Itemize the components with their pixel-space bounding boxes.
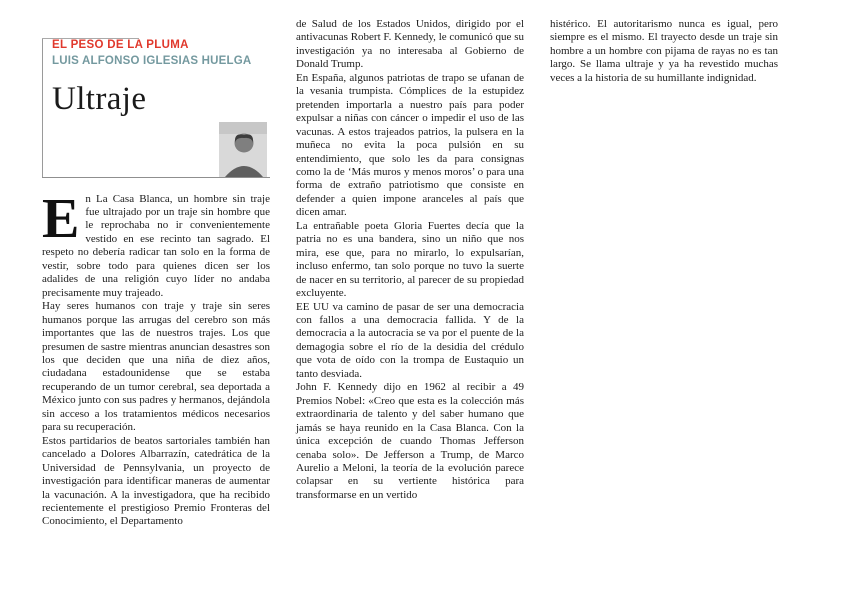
- masthead-divider: [42, 177, 270, 178]
- paragraph: de Salud de los Estados Unidos, dirigido por el antivacunas Robert F. Kennedy, le comunicó que su investigación ya no interesaba al Gobierno de Donald Trump.: [296, 18, 524, 71]
- paragraph: histérico. El autoritarismo nunca es igual, pero siempre es el mismo. El trayecto desde un traje sin hombre a un hombre con pijama de rayas no es tan largo. Se llama ultraje y ya ha revestido muchas veces a la historia de su humillante indignidad.: [550, 18, 778, 84]
- paragraph: John F. Kennedy dijo en 1962 al recibir a 49 Premios Nobel: «Creo que esta es la colección más extraordinaria de talento y del saber humano que jamás se haya reunido en la Casa Blanca. Con la única excepción de cuando Thomas Jefferson cenaba solo». De Jefferson a Trump, de Marco Aurelio a Meloni, la teoría de la evolución parece colapsar en su vertiente histórica para transformarse en un vertido: [296, 381, 524, 501]
- lead-paragraph: [42, 187, 270, 301]
- author-photo: [219, 122, 267, 177]
- author-name: LUIS ALFONSO IGLESIAS HUELGA: [52, 55, 252, 68]
- lead-text: n La Casa Blanca, un hombre sin traje fue ultrajado por un traje sin hombre que le reprochaba no ir convenientemente vestido en ese recinto tan sagrado. El respeto no debería radicar tan solo en la forma de vestir, sobre todo para quienes dicen ser los adalides de una religión cuyo líder no andaba precisamente muy trajeado.: [42, 192, 270, 299]
- paragraph: En España, algunos patriotas de trapo se ufanan de la vesania trumpista. Cómplices de la estupidez pretenden importarla a nuestro país para poder expulsar a niñas con cáncer o impedir el uso de las vacunas. A estos trajeados patrios, la pulsera en la muñeca no evita la poca pulsión en su entendimiento, que solo les da para consignas como la de ‘Más muros y menos moros’ o para una forma de extraño patriotismo que consiste en defender a quien impone aranceles al país que dicen amar.: [296, 71, 524, 219]
- paragraph: Hay seres humanos con traje y traje sin seres humanos porque las arrugas del cerebro son más importantes que las de nuestros trajes. Los que presumen de sastre mientras anuncian desastres son los que deciden que una niña de diez años, ciudadana estadounidense que se estaba recuperando de un tumor cerebral, sea deportada a México junto con sus padres y hermanos, dejándola sin acceso a los tratamientos médicos necesarios para su recuperación.: [42, 300, 270, 434]
- article-title: Ultraje: [52, 80, 147, 117]
- paragraph: EE UU va camino de pasar de ser una democracia con fallos a una democracia fallida. Y de la democracia a la autocracia se va por el puente de la demagogia sobre el río de la desidia del crédulo que vota de oído con la trompa de Eustaquio un tanto desviada.: [296, 300, 524, 380]
- paragraph: La entrañable poeta Gloria Fuertes decía que la patria no es una bandera, sino un niño que nos mira, ese que, para no mirarlo, lo expulsarían, incluso enfermo, tan solo porque no tuvo la suerte de nacer en su territorio, al parecer de su propiedad excluyente.: [296, 219, 524, 300]
- masthead: [42, 39, 270, 177]
- person-portrait-icon: [219, 122, 267, 177]
- column-1: [42, 18, 270, 581]
- column-3: [550, 18, 778, 581]
- drop-cap: E: [42, 187, 80, 250]
- column-2: [296, 18, 524, 581]
- section-kicker: EL PESO DE LA PLUMA: [52, 39, 189, 51]
- paragraph: Estos partidarios de beatos sartoriales también han cancelado a Dolores Albarrazín, catedrática de la Universidad de Pennsylvania, un proyecto de investigación para identificar maneras de aumentar la vacunación. A la investigadora, que ha recibido recientemente el prestigioso Premio Fronteras del Conocimiento, el Departamento: [42, 434, 270, 528]
